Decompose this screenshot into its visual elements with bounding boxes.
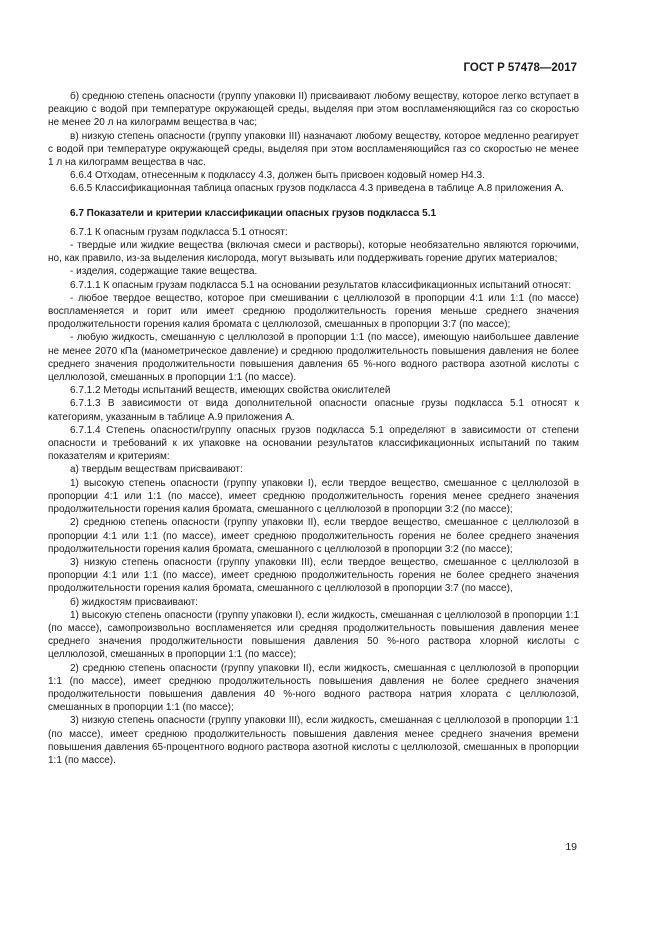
paragraph: 6.7.1.1 К опасным грузам подкласса 5.1 на основании результатов классификационных испытаний относят: [70,279,572,291]
paragraph: 6.6.4 Отходам, отнесенным к подклассу 4.3, должен быть присвоен кодовый номер Н4.3. [70,170,485,182]
paragraph: 6.7.1.3 В зависимости от вида дополнительной опасности опасные грузы подкласса 5.1 относят к категориям, указанным в таблице А.9 приложения А. [48,398,579,423]
paragraph: а) твердым веществам присваивают: [70,464,243,476]
paragraph: б) жидкостям присваивают: [70,596,198,608]
paragraph: 3) низкую степень опасности (группу упаковки III), если жидкость, смешанная с целлюлозой в пропорции 1:1 (по массе), имеет среднюю продолжительность повышения давления менее среднего значения времени повышения давления 65-процентного водного раствора азотной кислоты с целлюлозой, смешанных в пропорции 1:1 (по массе). [48,715,579,766]
paragraph: 2) среднюю степень опасности (группу упаковки II), если твердое вещество, смешанное с целлюлозой в пропорции 4:1 или 1:1 (по массе), имеет среднюю продолжительность горения не более среднего значения продолжительности горения калия бромата, смешанного с целлюлозой в пропорции 3:2 (по массе); [48,517,579,555]
paragraph: 6.7.1.4 Степень опасности/группу опасных грузов подкласса 5.1 определяют в зависимости от степени опасности и требований к их упаковке на основании результатов классификационных испытаний по таким показателям и критериям: [48,424,579,463]
paragraph: - любую жидкость, смешанную с целлюлозой в пропорции 1:1 (по массе), имеющую наибольшее давление не менее 2070 кПа (манометрическое давление) и среднюю продолжительность повышения давления не более среднего значения продолжительности повышения давления 65 %-ного водного раствора азотной кислоты с целлюлозой, смешанных в пропорции 1:1 (по массе). [48,332,579,384]
paragraph: 1) высокую степень опасности (группу упаковки I), если жидкость, смешанная с целлюлозой в пропорции 1:1 (по массе), самопроизвольно воспламеняется или средняя продолжительность повышения давления менее среднего значения продолжительности повышения давления 50 %-ного раствора хлорной кислоты с целлюлозой, смешанных в пропорции 1:1 (по массе); [48,609,579,661]
paragraph: - любое твердое вещество, которое при смешивании с целлюлозой в пропорции 4:1 или 1:1 (по массе) воспламеняется и горит или имеет среднюю продолжительность горения меньше среднего значения продолжительности горения калия бромата с целлюлозой, смешанных в пропорции 3:7 (по массе); [48,292,579,331]
paragraph: - изделия, содержащие такие вещества. [70,266,258,278]
page-number: 19 [565,841,577,853]
paragraph: 2) среднюю степень опасности (группу упаковки II), если жидкость, смешанная с целлюлозой в пропорции 1:1 (по массе), имеет среднюю продолжительность повышения давления не более среднего значения продолжительности повышения давления 40 %-ного водного раствора натрия хлората с целлюлозой, смешанных в пропорции 1:1 (по массе); [48,662,579,714]
section-heading: 6.7 Показатели и критерии классификации опасных грузов подкласса 5.1 [70,207,437,219]
standard-header: ГОСТ Р 57478—2017 [463,62,577,74]
paragraph: 6.7.1 К опасным грузам подкласса 5.1 относят: [70,226,288,238]
paragraph: 6.6.5 Классификационная таблица опасных грузов подкласса 4.3 приведена в таблице А.8 приложения А. [70,183,564,195]
paragraph: б) среднюю степень опасности (группу упаковки II) присваивают любому веществу, которое легко вступает в реакцию с водой при температуре окружающей среды, выделяя при этом воспламеняющийся газ со скоростью не менее 20 л на килограмм вещества в час; [48,91,579,129]
paragraph: в) низкую степень опасности (группу упаковки III) назначают любому веществу, которое медленно реагирует с водой при температуре окружающей среды, выделяя при этом воспламеняющийся газ со скоростью не менее 1 л на килограмм вещества в час. [48,130,579,169]
paragraph: 6.7.1.2 Методы испытаний веществ, имеющих свойства окислителей [70,385,391,397]
paragraph: - твердые или жидкие вещества (включая смеси и растворы), которые необязательно являются горючими, но, как правило, из-за выделения кислорода, могут вызывать или поддерживать горение других материалов; [48,240,579,265]
paragraph: 3) низкую степень опасности (группу упаковки III), если твердое вещество, смешанное с целлюлозой в пропорции 4:1 или 1:1 (по массе), имеет среднюю продолжительность горения не более среднего значения продолжительности горения калия бромата, смешанного с целлюлозой в пропорции 3:7 (по массе), [48,556,579,595]
paragraph: 1) высокую степень опасности (группу упаковки I), если твердое вещество, смешанное с целлюлозой в пропорции 4:1 или 1:1 (по массе), имеет среднюю продолжительность горения менее среднего значения продолжительности горения калия бромата, смешанного с целлюлозой в пропорции 3:2 (по массе); [48,477,579,516]
document-body [48,90,579,767]
